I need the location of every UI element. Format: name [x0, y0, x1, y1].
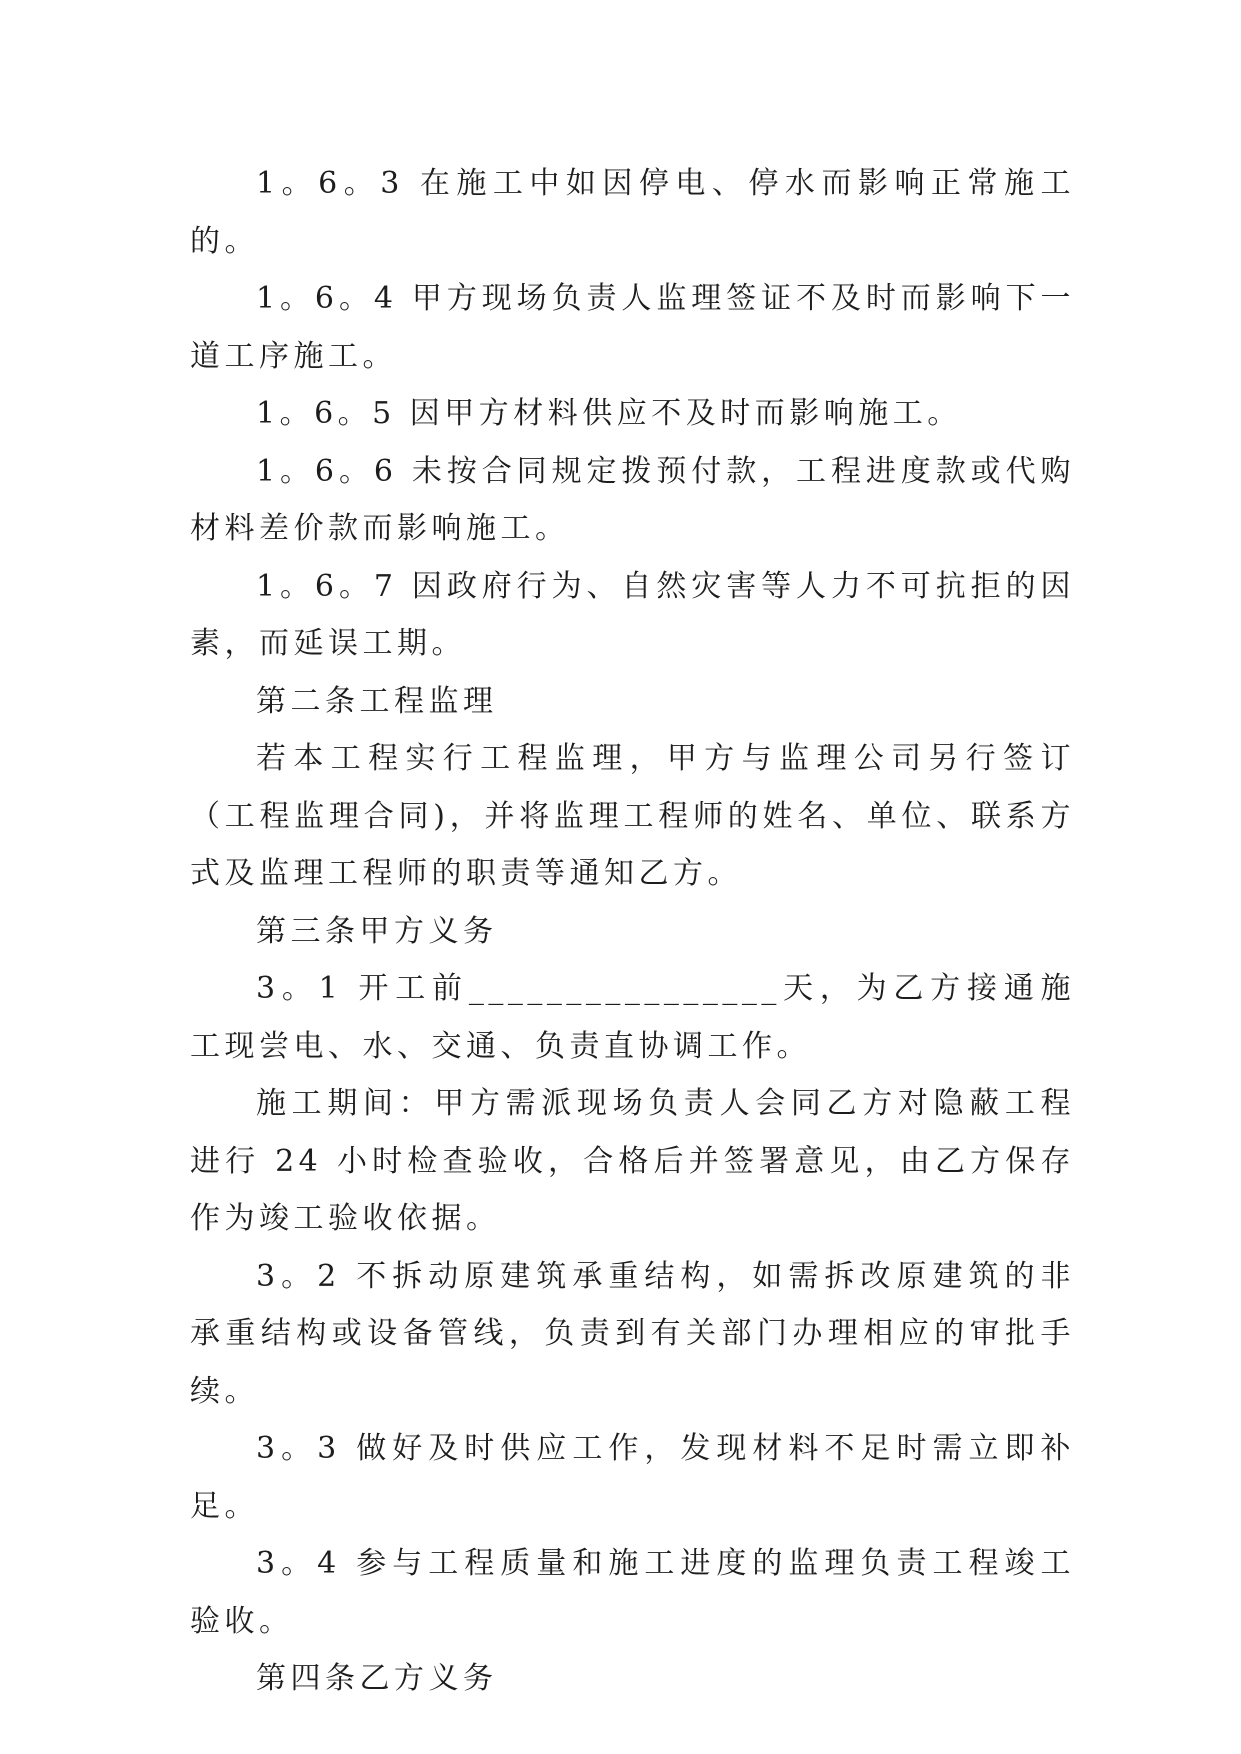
clause-3-4: 3。4 参与工程质量和施工进度的监理负责工程竣工验收。 — [190, 1546, 1075, 1639]
clause-3-1: 3。1 开工前________________天，为乙方接通施工现尝电、水、交通、负责直协调工作。 — [190, 971, 1075, 1064]
section-heading-3: 第三条甲方义务 — [256, 913, 498, 949]
section-heading-4: 第四条乙方义务 — [256, 1661, 498, 1696]
construction-period-paragraph: 施工期间：甲方需派现场负责人会同乙方对隐蔽工程进行 24 小时检查验收，合格后并签署意见，由乙方保存作为竣工验收依据。 — [190, 1086, 1075, 1236]
section-heading-2: 第二条工程监理 — [256, 683, 498, 719]
supervision-paragraph: 若本工程实行工程监理，甲方与监理公司另行签订（工程监理合同)，并将监理工程师的姓名、单位、联系方式及监理工程师的职责等通知乙方。 — [190, 741, 1075, 891]
clause-3-3: 3。3 做好及时供应工作，发现材料不足时需立即补足。 — [190, 1431, 1075, 1524]
clause-1-6-5: 1。6。5 因甲方材料供应不及时而影响施工。 — [256, 396, 962, 431]
clause-3-2: 3。2 不拆动原建筑承重结构，如需拆改原建筑的非承重结构或设备管线，负责到有关部门办理相应的审批手续。 — [190, 1258, 1075, 1409]
clause-1-6-4: 1。6。4 甲方现场负责人监理签证不及时而影响下一道工序施工。 — [190, 281, 1075, 374]
document-body — [190, 155, 1075, 1708]
clause-1-6-3: 1。6。3 在施工中如因停电、停水而影响正常施工的。 — [190, 166, 1075, 259]
clause-1-6-7: 1。6。7 因政府行为、自然灾害等人力不可抗拒的因素，而延误工期。 — [190, 568, 1075, 661]
clause-1-6-6: 1。6。6 未按合同规定拨预付款，工程进度款或代购材料差价款而影响施工。 — [190, 453, 1075, 546]
